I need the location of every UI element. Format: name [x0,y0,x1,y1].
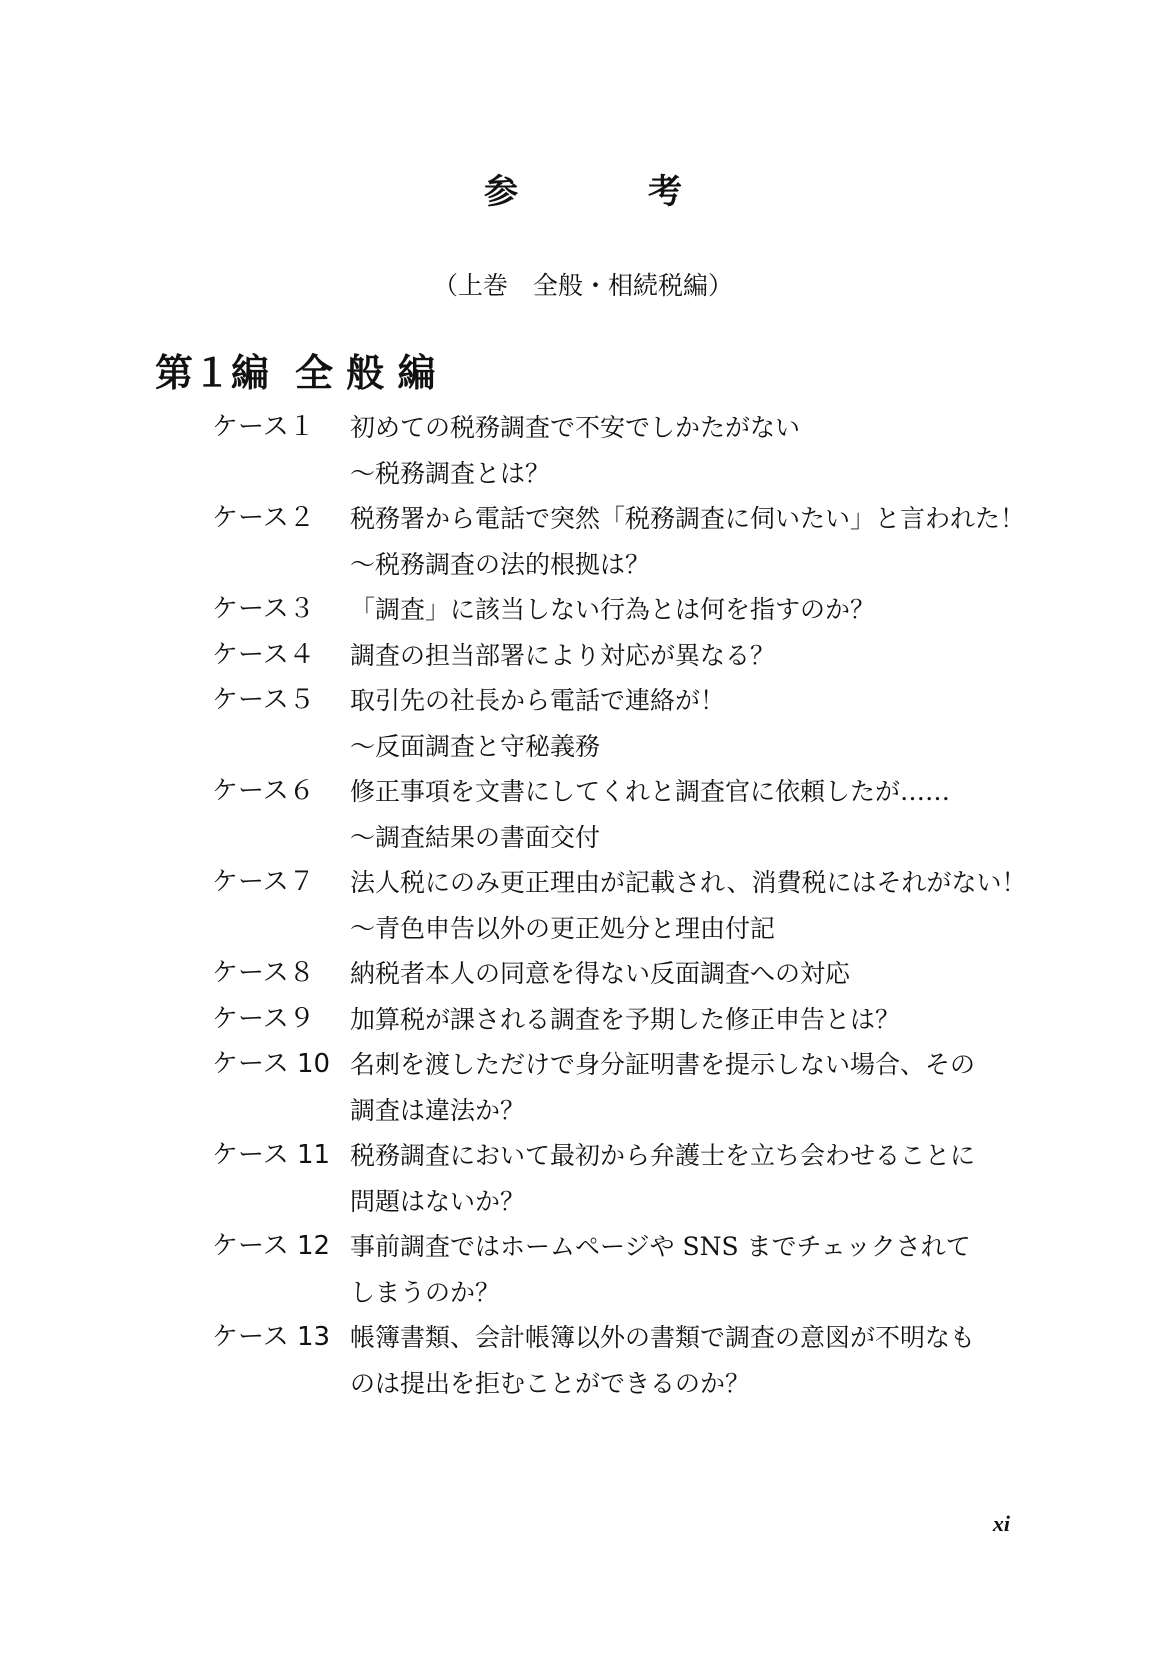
case-item [212,951,1042,997]
case-title-line: 名刺を渡しただけで身分証明書を提示しない場合、その [350,1050,976,1079]
case-title [350,678,1042,769]
case-subtitle-line: 問題はないか？ [350,1186,526,1216]
case-title-line: 事前調査ではホームページや SNS までチェックされて [350,1232,971,1261]
case-title [350,587,1042,633]
case-title-line: 調査の担当部署により対応が異なる？ [350,640,776,670]
case-title-line: 法人税にのみ更正理由が記載され、消費税にはそれがない！ [350,868,1027,897]
case-title-line: 初めての税務調査で不安でしかたがない [350,413,801,442]
case-label: ケース 11 [212,1140,331,1170]
case-label: ケース５ [212,685,315,715]
case-label: ケース 13 [212,1322,331,1352]
case-title-line: 税務署から電話で突然「税務調査に伺いたい」と言われた！ [350,504,1026,533]
case-item [212,1133,1042,1224]
case-item [212,1315,1042,1406]
case-subtitle-line: ～税務調査の法的根拠は？ [350,549,651,579]
case-title-line: 加算税が課される調査を予期した修正申告とは？ [350,1004,901,1034]
case-item [212,769,1042,860]
case-item [212,496,1042,587]
case-title-line: 取引先の社長から電話で連絡が！ [350,686,726,715]
case-item [212,860,1042,951]
case-label: ケース１ [212,412,315,442]
case-label: ケース８ [212,958,315,988]
case-subtitle-line: ～調査結果の書面交付 [350,822,601,852]
page-title [0,170,1166,214]
case-label: ケース７ [212,867,315,897]
part-number: 第１編 [155,351,270,395]
case-label: ケース６ [212,776,315,806]
case-label: ケース 12 [212,1231,331,1261]
case-title-line: 「調査」に該当しない行為とは何を指すのか？ [350,595,876,624]
case-title [350,951,1042,997]
case-list [212,405,1042,1406]
case-title [350,860,1042,951]
case-title-line: 修正事項を文書にしてくれと調査官に依頼したが…… [350,777,951,806]
case-title [350,769,1042,860]
case-title [350,1042,1042,1133]
page-title-left: 参 [484,172,518,212]
case-label: ケース３ [212,594,315,624]
case-title [350,1315,1042,1406]
case-title [350,633,1042,679]
case-item [212,1224,1042,1315]
case-title-line: 納税者本人の同意を得ない反面調査への対応 [350,959,851,988]
case-label: ケース４ [212,639,315,670]
case-subtitle-line: ～税務調査とは？ [350,458,551,488]
case-item [212,633,1042,679]
case-label: ケース２ [212,503,315,533]
case-item [212,678,1042,769]
case-title [350,405,1042,496]
case-subtitle-line: ～反面調査と守秘義務 [350,731,601,761]
page-title-right: 考 [648,172,682,212]
case-title [350,997,1042,1043]
case-title [350,1224,1042,1315]
case-item [212,997,1042,1043]
case-subtitle-line: 調査は違法か？ [350,1095,526,1125]
part-heading [155,348,435,398]
volume-subtitle: （上巻 全般・相続税編） [432,271,733,300]
case-item [212,405,1042,496]
case-label: ケース９ [212,1003,315,1034]
case-item [212,1042,1042,1133]
part-title: 全 般 編 [295,351,436,395]
case-subtitle-line: ～青色申告以外の更正処分と理由付記 [350,913,776,943]
case-title-line: 帳簿書類、会計帳簿以外の書類で調査の意図が不明なも [350,1323,976,1352]
case-item [212,587,1042,633]
case-title [350,496,1042,587]
case-subtitle-line: のは提出を拒むことができるのか？ [350,1368,751,1398]
case-title [350,1133,1042,1224]
case-title-line: 税務調査において最初から弁護士を立ち会わせることに [350,1141,976,1170]
case-subtitle-line: しまうのか？ [350,1277,501,1307]
case-label: ケース 10 [212,1049,331,1079]
page-number: xi [992,1511,1010,1536]
